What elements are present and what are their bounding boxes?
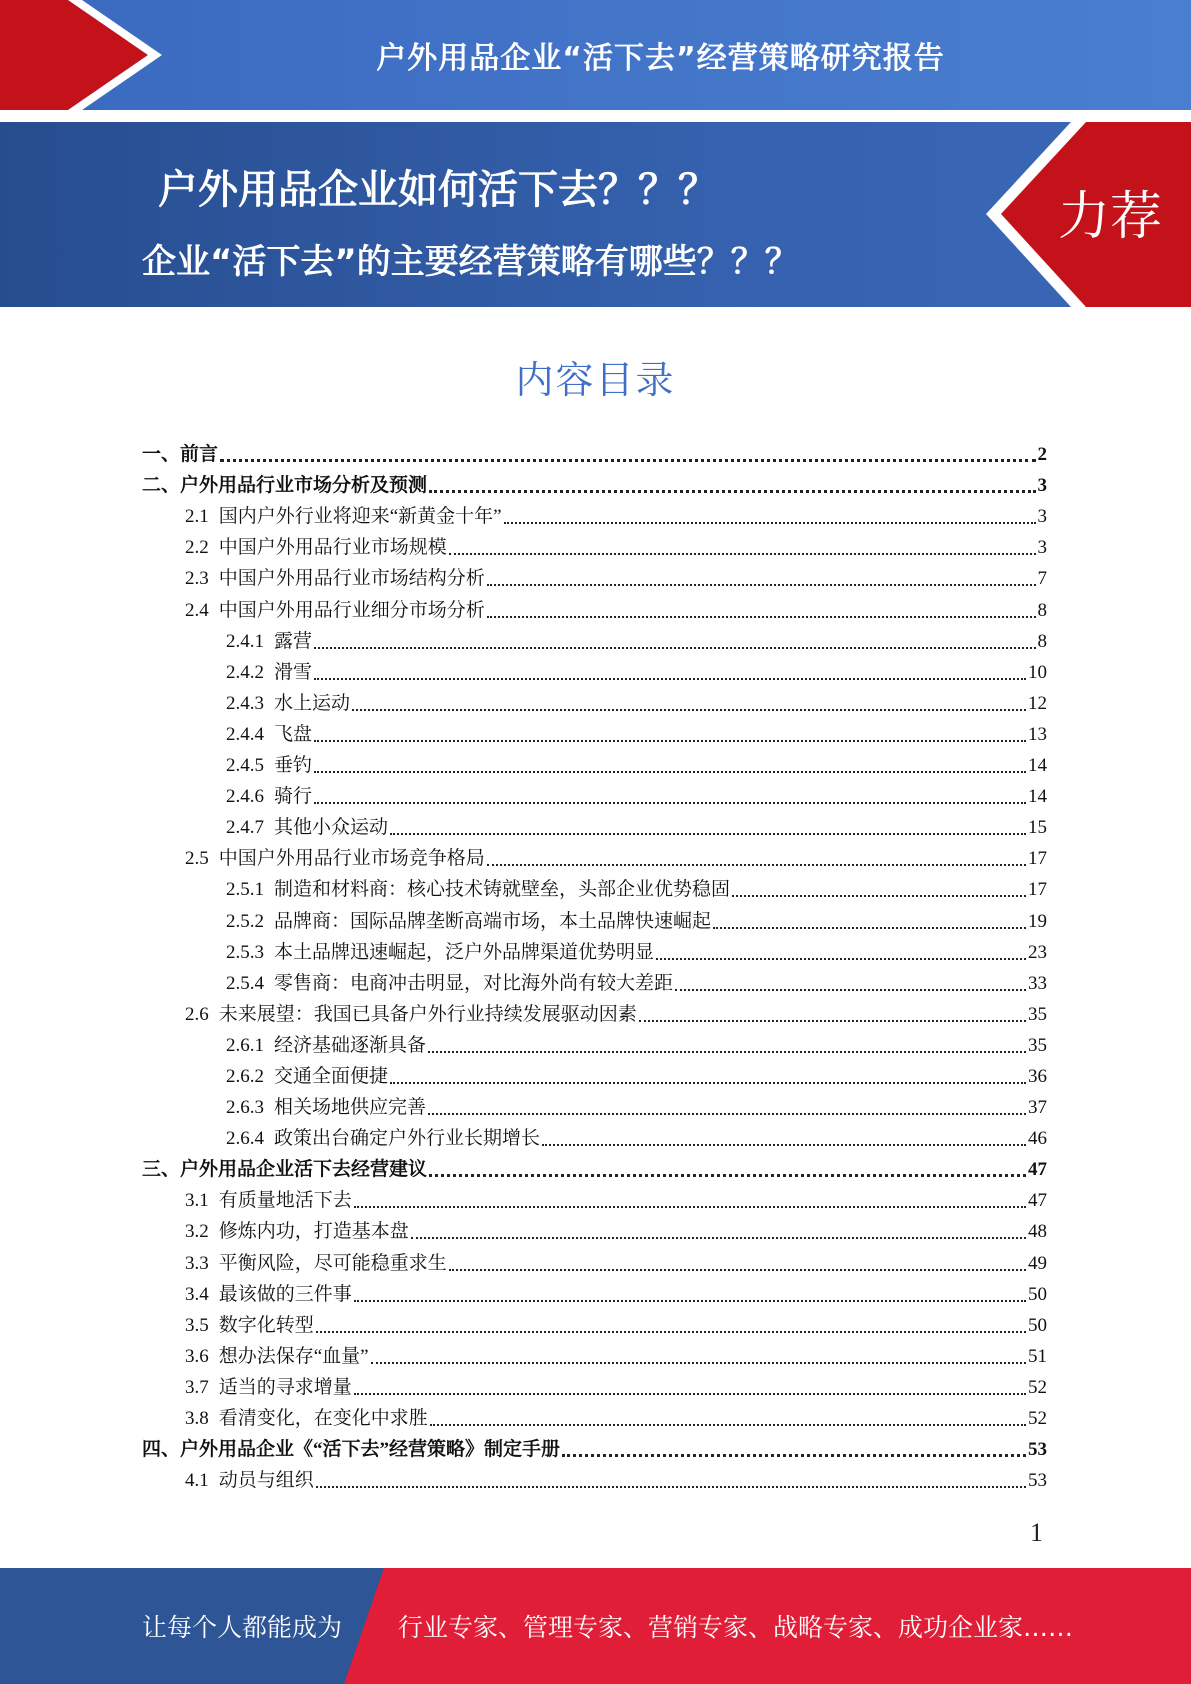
toc-entry-page: 50 [1028,1314,1047,1336]
toc-entry[interactable] [142,1089,1047,1120]
toc-entry-title: 户外用品行业市场分析及预测 [180,475,428,497]
toc-entry-number: 3.3 [185,1252,209,1274]
toc-entry-number: 3.4 [185,1283,209,1305]
toc-dot-leader [713,927,1026,929]
toc-entry[interactable] [142,934,1047,965]
toc-entry-title: 中国户外用品行业市场竞争格局 [218,848,485,870]
toc-entry-number: 3.7 [185,1376,209,1398]
toc-entry-page: 35 [1028,1034,1047,1056]
toc-entry-page: 14 [1028,786,1047,808]
toc-entry-number: 3.8 [185,1408,209,1429]
toc-entry-title: 看清变化，在变化中求胜 [218,1408,428,1429]
toc-entry-page: 35 [1028,1003,1047,1025]
toc-entry-title: 中国户外用品行业市场规模 [218,537,447,559]
toc-entry-number: 2.6.1 [226,1034,264,1056]
toc-dot-leader [314,647,1035,649]
toc-entry-number: 2.1 [185,506,209,528]
toc-entry-title: 适当的寻求增量 [218,1376,352,1398]
toc-dot-leader [390,833,1026,835]
toc-entry-page: 19 [1028,910,1047,932]
toc-entry-number: 2.4.3 [226,692,264,714]
toc-entry[interactable] [142,747,1047,778]
toc-entry[interactable] [142,1027,1047,1058]
hero-banner [0,122,1191,307]
toc-entry[interactable] [142,1213,1047,1244]
toc-entry-number: 2.5.3 [226,941,264,963]
toc-entry[interactable] [142,1276,1047,1307]
toc-entry[interactable] [142,467,1047,498]
toc-entry[interactable] [142,1338,1047,1369]
toc-entry-title: 前言 [180,444,219,466]
toc-entry-page: 36 [1028,1065,1047,1087]
toc-entry-number: 2.4.4 [226,723,264,745]
toc-entry-title: 户外用品企业《“活下去”经营策略》制定手册 [180,1439,561,1461]
toc-entry-title: 动员与组织 [218,1470,314,1492]
toc-entry-title: 制造和材料商：核心技术铸就壁垒，头部企业优势稳固 [274,879,731,901]
toc-entry-number: 2.4.1 [226,630,264,652]
toc-entry-title: 未来展望：我国已具备户外行业持续发展驱动因素 [218,1003,637,1025]
toc-entry-title: 平衡风险，尽可能稳重求生 [218,1252,447,1274]
toc-dot-leader [354,1206,1026,1208]
toc-entry-number: 2.4 [185,599,209,621]
toc-dot-leader [316,1486,1026,1488]
toc-dot-leader [314,740,1026,742]
toc-entry-number: 2.6.3 [226,1097,264,1119]
toc-entry-number: 一、 [142,444,181,466]
toc-entry-page: 14 [1028,755,1047,777]
toc-dot-leader [429,490,1035,493]
toc-dot-leader [487,584,1036,586]
toc-entry[interactable] [142,1400,1047,1431]
toc-entry-title: 最该做的三件事 [218,1283,352,1305]
toc-entry-title: 零售商：电商冲击明显，对比海外尚有较大差距 [274,972,674,994]
toc-entry-number: 二、 [142,475,181,497]
toc-entry-number: 2.5.1 [226,879,264,901]
toc-entry-number: 3.2 [185,1221,209,1243]
toc-entry[interactable] [142,436,1047,467]
toc-entry-number: 2.6.2 [226,1065,264,1087]
toc-entry-title: 经济基础逐渐具备 [274,1034,427,1056]
toc-dot-leader [428,1113,1026,1115]
toc-entry-number: 2.5 [185,848,209,870]
toc-dot-leader [675,989,1026,991]
toc-entry-page: 2 [1037,444,1047,466]
toc-dot-leader [314,771,1026,773]
toc-entry[interactable] [142,1462,1047,1493]
toc-entry-title: 国内户外行业将迎来“新黄金十年” [218,506,502,528]
toc-dot-leader [487,616,1036,618]
toc-entry-title: 滑雪 [274,661,313,683]
toc-entry-number: 2.5.4 [226,972,264,994]
toc-entry[interactable] [142,1058,1047,1089]
toc-entry-title: 户外用品企业活下去经营建议 [180,1159,428,1181]
footer-banner [0,1568,1191,1684]
footer-slogan-right: 行业专家、管理专家、营销专家、战略专家、成功企业家…… [398,1613,1074,1642]
toc-entry-page: 48 [1028,1221,1047,1243]
page-number: 1 [1030,1518,1043,1547]
toc-entry[interactable] [142,1244,1047,1275]
toc-dot-leader [354,1300,1026,1302]
toc-entry-page: 17 [1028,879,1047,901]
toc-dot-leader [504,522,1036,524]
toc-entry-page: 15 [1028,817,1047,839]
toc-entry-page: 3 [1037,537,1047,559]
footer-slogan-left: 让每个人都能成为 [142,1613,343,1642]
toc-entry-page: 7 [1037,568,1047,590]
toc-entry-number: 2.5.2 [226,910,264,932]
toc-entry-title: 中国户外用品行业细分市场分析 [218,599,485,621]
toc-entry-page: 53 [1028,1439,1047,1461]
toc-dot-leader [354,1393,1026,1395]
toc-entry-title: 垂钓 [274,755,313,777]
toc-entry-number: 2.4.6 [226,786,264,808]
toc-entry-page: 47 [1028,1159,1047,1181]
recommend-badge: 力荐 [1058,187,1163,247]
toc-entry-title: 飞盘 [274,723,313,745]
toc-entry-number: 2.6.4 [226,1128,264,1150]
toc-entry-page: 8 [1037,599,1047,621]
toc-entry-page: 52 [1028,1376,1047,1398]
toc-entry-number: 2.2 [185,537,209,559]
toc-entry-page: 3 [1037,475,1047,497]
toc-title: 内容目录 [515,358,676,402]
toc-entry-title: 水上运动 [274,692,351,714]
report-title: 户外用品企业“活下去”经营策略研究报告 [376,41,945,76]
toc-entry-page: 17 [1028,848,1047,870]
toc-entry-page: 47 [1028,1190,1047,1212]
toc-entry-number: 2.4.7 [226,817,264,839]
toc-dot-leader [430,1424,1026,1426]
toc-entry[interactable] [142,1307,1047,1338]
toc-entry-number: 4.1 [185,1470,209,1492]
toc-entry[interactable] [142,685,1047,716]
toc-entry[interactable] [142,809,1047,840]
hero-question-1: 户外用品企业如何活下去？？？ [158,167,718,213]
toc-entry-number: 2.3 [185,568,209,590]
toc-entry[interactable] [142,840,1047,871]
toc-entry[interactable] [142,996,1047,1027]
toc-entry[interactable] [142,1151,1047,1182]
toc-entry-number: 2.4.2 [226,661,264,683]
toc-entry-page: 46 [1028,1128,1047,1150]
table-of-contents [142,436,1047,1493]
toc-entry-page: 50 [1028,1283,1047,1305]
toc-entry-number: 2.4.5 [226,755,264,777]
toc-entry-title: 想办法保存“血量” [218,1345,369,1367]
toc-entry-title: 有质量地活下去 [218,1190,352,1212]
toc-entry-title: 相关场地供应完善 [274,1097,427,1119]
toc-dot-leader [429,1174,1026,1177]
toc-entry-title: 中国户外用品行业市场结构分析 [218,568,485,590]
toc-entry-page: 51 [1028,1345,1047,1367]
toc-entry-title: 其他小众运动 [274,817,389,839]
toc-dot-leader [428,1051,1026,1053]
toc-entry-title: 本土品牌迅速崛起，泛户外品牌渠道优势明显 [274,941,655,963]
toc-entry[interactable] [142,1431,1047,1462]
toc-entry[interactable] [142,871,1047,902]
toc-dot-leader [732,895,1026,897]
toc-entry[interactable] [142,591,1047,622]
toc-dot-leader [314,678,1026,680]
toc-entry-page: 37 [1028,1097,1047,1119]
toc-dot-leader [411,1237,1026,1239]
toc-entry-number: 3.1 [185,1190,209,1212]
toc-entry[interactable] [142,778,1047,809]
toc-entry-page: 49 [1028,1252,1047,1274]
toc-dot-leader [656,958,1026,960]
toc-entry[interactable] [142,623,1047,654]
toc-entry[interactable] [142,654,1047,685]
toc-entry[interactable] [142,965,1047,996]
toc-entry-page: 53 [1028,1470,1047,1492]
toc-entry-title: 交通全面便捷 [274,1065,389,1087]
toc-entry-title: 修炼内功，打造基本盘 [218,1221,409,1243]
toc-entry-number: 2.6 [185,1003,209,1025]
toc-dot-leader [371,1362,1026,1364]
toc-entry-title: 品牌商：国际品牌垄断高端市场，本土品牌快速崛起 [274,910,712,932]
toc-dot-leader [639,1020,1026,1022]
toc-dot-leader [449,1269,1026,1271]
toc-entry-page: 33 [1028,972,1047,994]
toc-entry-page: 23 [1028,941,1047,963]
toc-entry[interactable] [142,1182,1047,1213]
toc-dot-leader [449,553,1036,555]
toc-entry-title: 露营 [274,630,313,652]
toc-dot-leader [542,1144,1026,1146]
top-banner [0,0,1191,110]
toc-entry-number: 3.5 [185,1314,209,1336]
toc-entry-number: 四、 [142,1439,181,1461]
toc-entry[interactable] [142,529,1047,560]
toc-dot-leader [562,1454,1026,1457]
toc-entry-page: 8 [1037,630,1047,652]
toc-entry[interactable] [142,1120,1047,1151]
toc-entry-page: 3 [1037,506,1047,528]
toc-entry-title: 骑行 [274,786,313,808]
toc-dot-leader [487,864,1026,866]
toc-dot-leader [390,1082,1026,1084]
toc-dot-leader [352,709,1026,711]
toc-entry[interactable] [142,902,1047,933]
toc-dot-leader [316,1331,1026,1333]
toc-entry[interactable] [142,1369,1047,1400]
toc-entry-page: 12 [1028,692,1047,714]
toc-entry[interactable] [142,716,1047,747]
hero-question-2: 企业“活下去”的主要经营策略有哪些？？？ [142,242,799,282]
toc-entry-title: 数字化转型 [218,1314,314,1336]
toc-entry-page: 13 [1028,723,1047,745]
toc-entry-title: 政策出台确定户外行业长期增长 [274,1128,541,1150]
toc-dot-leader [220,459,1035,462]
toc-entry-page: 52 [1028,1408,1047,1429]
toc-entry[interactable] [142,498,1047,529]
toc-entry-number: 3.6 [185,1345,209,1367]
toc-entry[interactable] [142,560,1047,591]
toc-entry-number: 三、 [142,1159,181,1181]
toc-dot-leader [314,802,1026,804]
toc-entry-page: 10 [1028,661,1047,683]
